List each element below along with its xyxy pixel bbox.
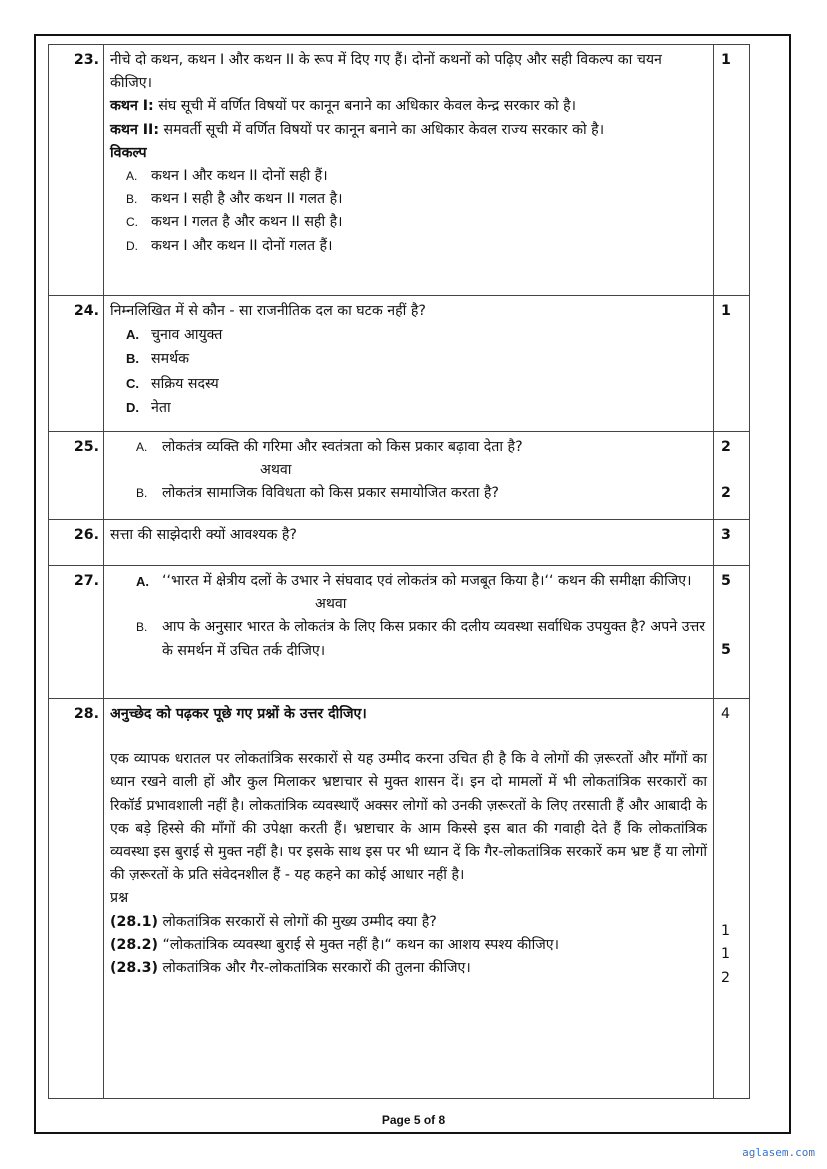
sub-question-text: लोकतांत्रिक सरकारों से लोगों की मुख्य उम्मीद क्या है? <box>157 913 437 930</box>
option-text: समर्थक <box>151 351 190 368</box>
question-number: 24. <box>49 296 104 432</box>
statement-2 <box>110 119 707 142</box>
question-row-28 <box>49 699 750 1099</box>
sub-question <box>110 957 707 980</box>
option <box>110 211 707 234</box>
marks-total: 4 <box>721 706 731 722</box>
option-text: कथन I और कथन II दोनों सही हैं। <box>151 168 328 185</box>
question-row-26 <box>49 520 750 566</box>
marks-b: 2 <box>721 485 731 502</box>
statement-text: समवर्ती सूची में वर्णित विषयों पर कानून बनाने का अधिकार केवल राज्य सरकार को है। <box>159 121 605 138</box>
option-text: चुनाव आयुक्त <box>151 327 223 344</box>
option-letter: B. <box>126 351 139 367</box>
option <box>110 372 707 396</box>
sub-question-number: (28.1) <box>110 913 158 930</box>
sub-marks: 1 <box>721 946 731 963</box>
marks-b: 5 <box>721 642 731 659</box>
question-body <box>104 432 714 520</box>
option <box>110 396 707 420</box>
question-row-24 <box>49 296 750 432</box>
sub-marks: 2 <box>721 969 731 986</box>
option-letter: A. <box>126 169 138 184</box>
choice-text: लोकतंत्र व्यक्ति की गरिमा और स्वतंत्रता को किस प्रकार बढ़ावा देता है? <box>162 439 523 455</box>
option-letter: C. <box>126 215 138 230</box>
choice-b <box>110 616 707 662</box>
marks: 3 <box>714 520 750 566</box>
sub-question <box>110 934 707 957</box>
question-body <box>104 520 714 566</box>
or-separator: अथवा <box>260 462 292 479</box>
prashn-label: प्रश्न <box>110 890 129 907</box>
option-letter: A. <box>126 327 139 343</box>
choice-letter: A. <box>136 574 149 589</box>
option <box>110 188 707 211</box>
choice-letter: B. <box>136 486 148 501</box>
option <box>110 165 707 188</box>
question-body <box>104 45 714 296</box>
option-letter: D. <box>126 399 139 415</box>
question-row-25 <box>49 432 750 520</box>
question-table <box>48 44 750 1099</box>
statement-1 <box>110 95 707 118</box>
option-text: कथन I गलत है और कथन II सही है। <box>151 214 343 231</box>
choice-a <box>110 436 707 459</box>
page-number: Page 5 of 8 <box>381 1113 446 1127</box>
sub-marks: 1 <box>721 923 731 940</box>
option-letter: D. <box>126 238 138 253</box>
option-text: कथन I और कथन II दोनों गलत हैं। <box>151 237 333 254</box>
question-number: 25. <box>49 432 104 520</box>
choice-letter: A. <box>136 440 148 454</box>
question-number: 28. <box>49 699 104 1099</box>
choice-a <box>110 570 707 593</box>
choice-b <box>110 482 707 505</box>
choice-letter: B. <box>136 620 148 635</box>
marks <box>714 432 750 520</box>
marks: 1 <box>714 296 750 432</box>
passage-text: एक व्यापक धरातल पर लोकतांत्रिक सरकारों से यह उम्मीद करना उचित ही है कि वे लोगों की ज़रूरतों और माँगों का ध्यान रखने वाली हों और कुल मिलाकर भ्रष्टाचार से मुक्त शासन दें। इन दो मामलों में भी लोकतांत्रिक सरकारों का रिकॉर्ड प्रभावशाली नहीं है। लोकतांत्रिक व्यवस्थाएँ अक्सर लोगों को उनकी ज़रूरतों के लिए तरसाती हैं और आबादी के एक बड़े हिस्से की माँगों की उपेक्षा करती हैं। भ्रष्टाचार के आम किस्से इस बात की गवाही देते हैं कि लोकतांत्रिक व्यवस्था इस बुराई से मुक्त नहीं है। पर इसके साथ इस पर भी ध्यान दें कि गैर-लोकतांत्रिक सरकारें कम भ्रष्ट हैं या लोगों की ज़रूरतों के प्रति संवेदनशील हैं - यह कहने का कोई आधार नहीं है। <box>110 751 707 884</box>
option-text: कथन I सही है और कथन II गलत है। <box>151 191 343 208</box>
sub-question <box>110 911 707 934</box>
question-body <box>104 699 714 1099</box>
choice-text: लोकतंत्र सामाजिक विविधता को किस प्रकार समायोजित करता है? <box>162 485 499 502</box>
option <box>110 347 707 371</box>
option <box>110 323 707 347</box>
options-title: विकल्प <box>110 144 147 161</box>
marks <box>714 699 750 1099</box>
question-number: 26. <box>49 520 104 566</box>
option-text: नेता <box>151 399 171 416</box>
marks-a: 2 <box>721 439 731 455</box>
sub-question-text: लोकतांत्रिक और गैर-लोकतांत्रिक सरकारों की तुलना कीजिए। <box>157 960 471 977</box>
option-letter: C. <box>126 375 139 391</box>
sub-question-number: (28.3) <box>110 960 158 977</box>
marks <box>714 566 750 699</box>
marks: 1 <box>714 45 750 296</box>
question-body <box>104 296 714 432</box>
question-row-23 <box>49 45 750 296</box>
watermark: aglasem.com <box>742 1146 815 1159</box>
statement-text: संघ सूची में वर्णित विषयों पर कानून बनाने का अधिकार केवल केन्द्र सरकार को है। <box>153 98 577 115</box>
choice-text: आप के अनुसार भारत के लोकतंत्र के लिए किस प्रकार की दलीय व्यवस्था सर्वाधिक उपयुक्त है? अपने उत्तर के समर्थन में उचित तर्क दीजिए। <box>162 619 706 659</box>
option-text: सक्रिय सदस्य <box>151 375 219 392</box>
question-text: निम्नलिखित में से कौन - सा राजनीतिक दल का घटक नहीं है? <box>110 303 426 319</box>
option <box>110 235 707 258</box>
marks-a: 5 <box>721 573 731 589</box>
question-text: नीचे दो कथन, कथन I और कथन II के रूप में दिए गए हैं। दोनों कथनों को पढ़िए और सही विकल्प का चयन कीजिए। <box>110 52 662 92</box>
question-row-27 <box>49 566 750 699</box>
sub-question-number: (28.2) <box>110 936 158 953</box>
question-text: सत्ता की साझेदारी क्यों आवश्यक है? <box>110 527 297 543</box>
question-number: 23. <box>49 45 104 296</box>
sub-question-text: “लोकतांत्रिक व्यवस्था बुराई से मुक्त नहीं है।“ कथन का आशय स्पश्य कीजिए। <box>157 936 560 953</box>
question-number: 27. <box>49 566 104 699</box>
statement-label: कथन II: <box>110 121 160 138</box>
or-separator: अथवा <box>315 596 347 613</box>
passage-heading: अनुच्छेद को पढ़कर पूछे गए प्रश्नों के उत्तर दीजिए। <box>110 706 367 722</box>
choice-text: ‘‘भारत में क्षेत्रीय दलों के उभार ने संघवाद एवं लोकतंत्र को मजबूत किया है।‘‘ कथन की समीक्षा कीजिए। <box>162 573 692 589</box>
question-body <box>104 566 714 699</box>
statement-label: कथन I: <box>110 98 154 115</box>
option-letter: B. <box>126 192 138 207</box>
